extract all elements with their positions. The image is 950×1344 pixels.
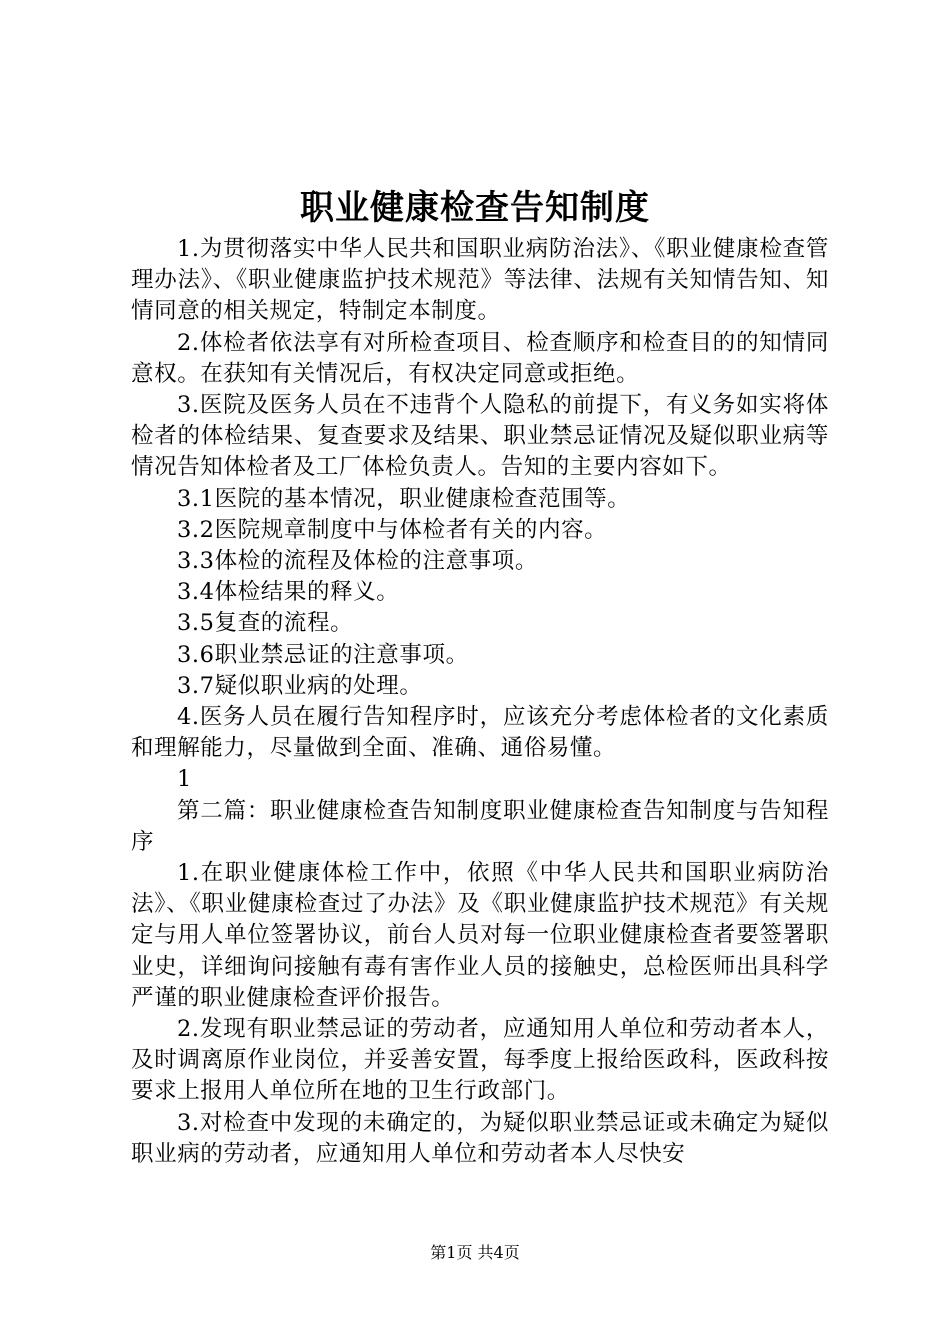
section-number: 1 [177,766,192,793]
paragraph-1: 1.为贯彻落实中华人民共和国职业病防治法》、《职业健康检查管理办法》、《职业健康监护技术规范》等法律、法规有关知情告知、知情同意的相关规定，特制定本制度。 [131,236,829,325]
paragraph-3-2: 3.2医院规章制度中与体检者有关的内容。 [177,516,608,543]
paragraph-3-6: 3.6职业禁忌证的注意事项。 [177,641,469,668]
paragraph-3-7: 3.7疑似职业病的处理。 [177,672,423,699]
paragraph-3-1: 3.1医院的基本情况，职业健康检查范围等。 [177,485,631,512]
document-body [131,234,829,1170]
paragraph-3: 3.医院及医务人员在不违背个人隐私的前提下，有义务如实将体检者的体检结果、复查要求及结果、职业禁忌证情况及疑似职业病等情况告知体检者及工厂体检负责人。告知的主要内容如下。 [131,392,829,481]
section-2-paragraph-2: 2.发现有职业禁忌证的劳动者，应通知用人单位和劳动者本人，及时调离原作业岗位，并妥善安置，每季度上报给医政科，医政科按要求上报用人单位所在地的卫生行政部门。 [131,1016,829,1105]
section-2-heading: 第二篇：职业健康检查告知制度职业健康检查告知制度与告知程序 [131,797,829,855]
section-2-paragraph-3: 3.对检查中发现的未确定的，为疑似职业禁忌证或未确定为疑似职业病的劳动者，应通知用人单位和劳动者本人尽快安 [131,1109,829,1167]
paragraph-3-5: 3.5复查的流程。 [177,610,354,637]
page-footer: 第1页 共4页 [430,1243,520,1262]
document-title: 职业健康检查告知制度 [300,188,650,228]
paragraph-3-3: 3.3体检的流程及体检的注意事项。 [177,548,538,575]
section-2-paragraph-1: 1.在职业健康体检工作中，依照《中华人民共和国职业病防治法》、《职业健康检查过了办法》及《职业健康监护技术规范》有关规定与用人单位签署协议，前台人员对每一位职业健康检查者要签署职业史，详细询问接触有毒有害作业人员的接触史，总检医师出具科学严谨的职业健康检查评价报告。 [131,860,829,1011]
paragraph-3-4: 3.4体检结果的释义。 [177,579,400,606]
paragraph-2: 2.体检者依法享有对所检查项目、检查顺序和检查目的的知情同意权。在获知有关情况后，有权决定同意或拒绝。 [131,329,829,387]
paragraph-4: 4.医务人员在履行告知程序时，应该充分考虑体检者的文化素质和理解能力，尽量做到全面、准确、通俗易懂。 [131,704,829,762]
